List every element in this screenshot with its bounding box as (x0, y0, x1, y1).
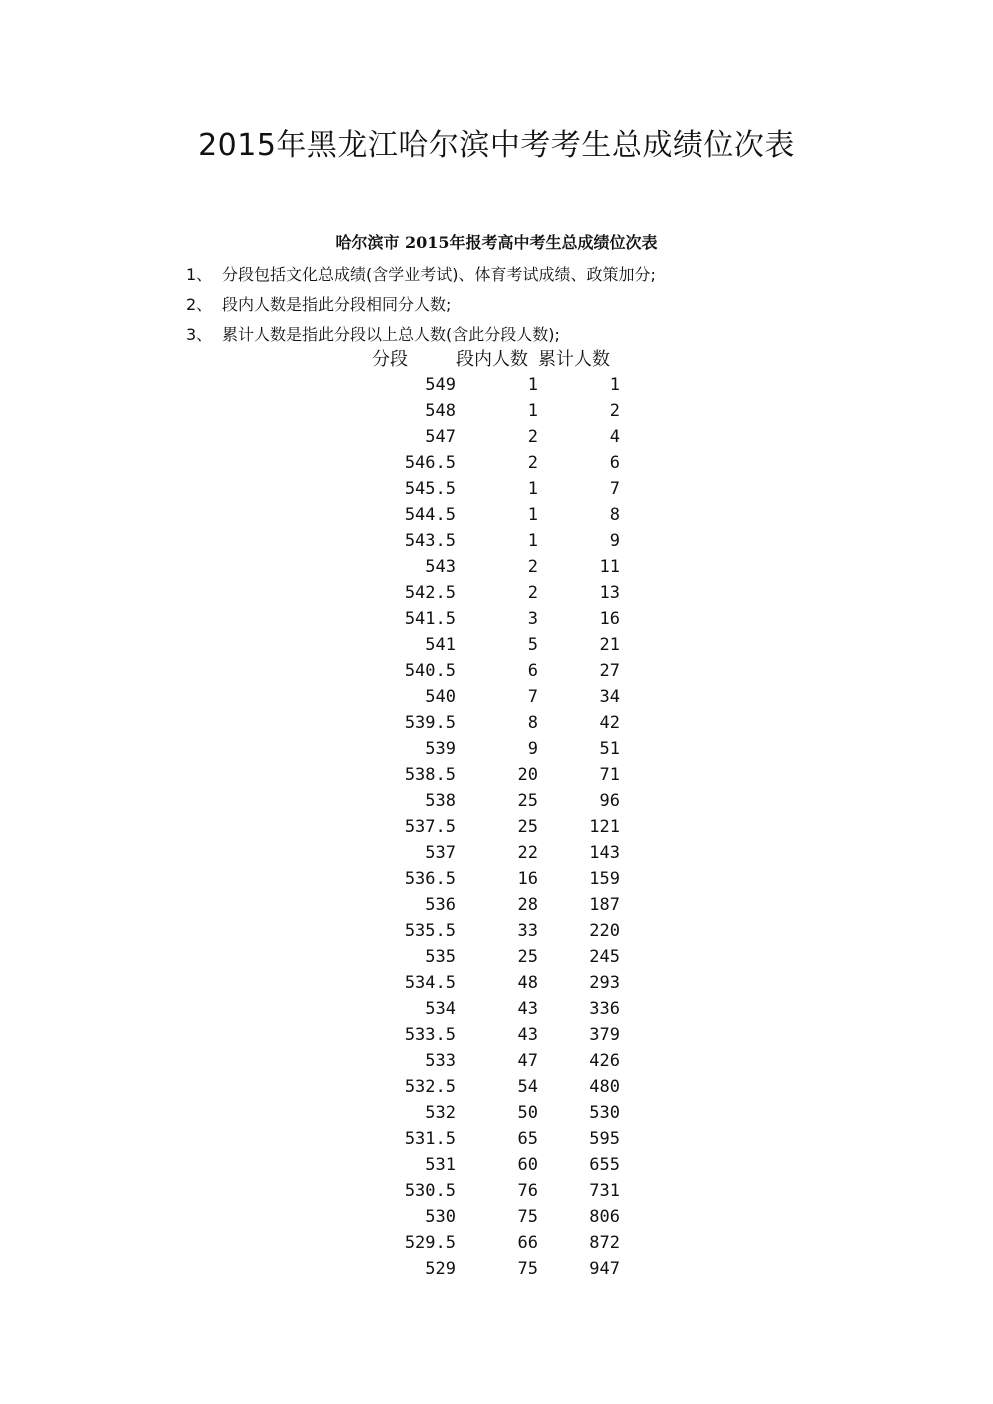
table-row (360, 606, 620, 632)
cell-score-segment: 539.5 (404, 713, 456, 733)
cell-segment-count: 6 (527, 661, 538, 681)
table-row (360, 996, 620, 1022)
cell-segment-count: 1 (527, 531, 538, 551)
cell-segment-count: 2 (527, 583, 538, 603)
cell-score-segment: 535 (425, 947, 456, 967)
header-score-segment: 分段 (372, 349, 408, 370)
cell-score-segment: 547 (425, 427, 456, 447)
cell-segment-count: 43 (517, 999, 538, 1019)
note-text: 段内人数是指此分段相同分人数; (222, 295, 452, 314)
cell-segment-count: 7 (527, 687, 538, 707)
table-row (360, 788, 620, 814)
table-subtitle: 哈尔滨市 2015年报考高中考生总成绩位次表 (335, 233, 658, 252)
table-row (360, 1048, 620, 1074)
cell-score-segment: 540 (425, 687, 456, 707)
table-row (360, 554, 620, 580)
cell-cumulative-count: 336 (589, 999, 620, 1019)
cell-cumulative-count: 143 (589, 843, 620, 863)
cell-cumulative-count: 13 (599, 583, 620, 603)
table-row (360, 1178, 620, 1204)
cell-segment-count: 22 (517, 843, 538, 863)
cell-segment-count: 2 (527, 557, 538, 577)
cell-segment-count: 2 (527, 453, 538, 473)
cell-cumulative-count: 806 (589, 1207, 620, 1227)
table-row (360, 892, 620, 918)
table-row (360, 1152, 620, 1178)
cell-segment-count: 1 (527, 375, 538, 395)
cell-segment-count: 33 (517, 921, 538, 941)
cell-score-segment: 541.5 (404, 609, 456, 629)
table-row (360, 424, 620, 450)
table-row (360, 372, 620, 398)
cell-segment-count: 16 (517, 869, 538, 889)
cell-score-segment: 529.5 (404, 1233, 456, 1253)
cell-score-segment: 532 (425, 1103, 456, 1123)
header-cumulative-count: 累计人数 (538, 349, 610, 370)
cell-segment-count: 48 (517, 973, 538, 993)
cell-segment-count: 1 (527, 401, 538, 421)
cell-cumulative-count: 27 (599, 661, 620, 681)
cell-cumulative-count: 96 (599, 791, 620, 811)
cell-score-segment: 531.5 (404, 1129, 456, 1149)
cell-segment-count: 47 (517, 1051, 538, 1071)
cell-score-segment: 531 (425, 1155, 456, 1175)
cell-cumulative-count: 71 (599, 765, 620, 785)
cell-segment-count: 2 (527, 427, 538, 447)
cell-cumulative-count: 595 (589, 1129, 620, 1149)
table-row (360, 580, 620, 606)
cell-score-segment: 548 (425, 401, 456, 421)
cell-segment-count: 20 (517, 765, 538, 785)
table-row (360, 866, 620, 892)
cell-segment-count: 43 (517, 1025, 538, 1045)
cell-score-segment: 543.5 (404, 531, 456, 551)
cell-cumulative-count: 245 (589, 947, 620, 967)
cell-cumulative-count: 731 (589, 1181, 620, 1201)
cell-score-segment: 533 (425, 1051, 456, 1071)
table-row (360, 736, 620, 762)
cell-segment-count: 75 (517, 1207, 538, 1227)
table-row (360, 450, 620, 476)
table-row (360, 970, 620, 996)
cell-score-segment: 541 (425, 635, 456, 655)
cell-cumulative-count: 34 (599, 687, 620, 707)
cell-cumulative-count: 42 (599, 713, 620, 733)
cell-segment-count: 3 (527, 609, 538, 629)
cell-score-segment: 533.5 (404, 1025, 456, 1045)
cell-segment-count: 5 (527, 635, 538, 655)
table-row (360, 710, 620, 736)
note-number: 2、 (186, 295, 213, 314)
cell-score-segment: 543 (425, 557, 456, 577)
cell-score-segment: 540.5 (404, 661, 456, 681)
table-row (360, 502, 620, 528)
cell-segment-count: 66 (517, 1233, 538, 1253)
cell-segment-count: 76 (517, 1181, 538, 1201)
cell-cumulative-count: 655 (589, 1155, 620, 1175)
cell-segment-count: 75 (517, 1259, 538, 1279)
table-row (360, 1256, 620, 1282)
cell-score-segment: 534 (425, 999, 456, 1019)
cell-cumulative-count: 379 (589, 1025, 620, 1045)
cell-segment-count: 60 (517, 1155, 538, 1175)
header-segment-count: 段内人数 (456, 349, 528, 370)
table-row (360, 684, 620, 710)
note-number: 1、 (186, 265, 213, 284)
cell-cumulative-count: 11 (599, 557, 620, 577)
note-item (186, 291, 656, 321)
cell-cumulative-count: 51 (599, 739, 620, 759)
cell-score-segment: 542.5 (404, 583, 456, 603)
cell-cumulative-count: 8 (609, 505, 620, 525)
score-rank-table (360, 344, 620, 1282)
table-row (360, 840, 620, 866)
note-text: 分段包括文化总成绩(含学业考试)、体育考试成绩、政策加分; (222, 265, 656, 284)
cell-segment-count: 8 (527, 713, 538, 733)
table-row (360, 528, 620, 554)
cell-segment-count: 9 (527, 739, 538, 759)
cell-score-segment: 549 (425, 375, 456, 395)
table-header-row (360, 344, 620, 372)
cell-segment-count: 54 (517, 1077, 538, 1097)
cell-cumulative-count: 121 (589, 817, 620, 837)
cell-cumulative-count: 1 (609, 375, 620, 395)
cell-cumulative-count: 947 (589, 1259, 620, 1279)
notes-list (186, 261, 656, 351)
cell-cumulative-count: 9 (609, 531, 620, 551)
cell-score-segment: 536.5 (404, 869, 456, 889)
table-body (360, 372, 620, 1282)
cell-segment-count: 50 (517, 1103, 538, 1123)
table-row (360, 1022, 620, 1048)
table-row (360, 1100, 620, 1126)
cell-cumulative-count: 4 (609, 427, 620, 447)
cell-cumulative-count: 159 (589, 869, 620, 889)
cell-score-segment: 532.5 (404, 1077, 456, 1097)
table-row (360, 762, 620, 788)
cell-segment-count: 65 (517, 1129, 538, 1149)
cell-score-segment: 538.5 (404, 765, 456, 785)
cell-cumulative-count: 872 (589, 1233, 620, 1253)
cell-cumulative-count: 480 (589, 1077, 620, 1097)
cell-segment-count: 28 (517, 895, 538, 915)
note-text: 累计人数是指此分段以上总人数(含此分段人数); (222, 325, 560, 344)
cell-score-segment: 545.5 (404, 479, 456, 499)
cell-score-segment: 535.5 (404, 921, 456, 941)
cell-score-segment: 537.5 (404, 817, 456, 837)
cell-cumulative-count: 16 (599, 609, 620, 629)
table-row (360, 632, 620, 658)
page-title: 2015年黑龙江哈尔滨中考考生总成绩位次表 (198, 128, 795, 163)
cell-score-segment: 537 (425, 843, 456, 863)
table-row (360, 1230, 620, 1256)
table-row (360, 918, 620, 944)
cell-cumulative-count: 187 (589, 895, 620, 915)
cell-score-segment: 546.5 (404, 453, 456, 473)
cell-score-segment: 530.5 (404, 1181, 456, 1201)
cell-score-segment: 538 (425, 791, 456, 811)
cell-cumulative-count: 2 (609, 401, 620, 421)
cell-cumulative-count: 7 (609, 479, 620, 499)
table-row (360, 944, 620, 970)
table-row (360, 476, 620, 502)
note-item (186, 261, 656, 291)
table-row (360, 398, 620, 424)
cell-segment-count: 25 (517, 817, 538, 837)
cell-cumulative-count: 6 (609, 453, 620, 473)
table-row (360, 814, 620, 840)
table-row (360, 658, 620, 684)
table-row (360, 1074, 620, 1100)
cell-cumulative-count: 530 (589, 1103, 620, 1123)
cell-segment-count: 1 (527, 505, 538, 525)
cell-score-segment: 530 (425, 1207, 456, 1227)
cell-score-segment: 544.5 (404, 505, 456, 525)
cell-score-segment: 536 (425, 895, 456, 915)
cell-cumulative-count: 426 (589, 1051, 620, 1071)
note-number: 3、 (186, 325, 213, 344)
cell-segment-count: 25 (517, 791, 538, 811)
cell-cumulative-count: 293 (589, 973, 620, 993)
table-row (360, 1126, 620, 1152)
cell-score-segment: 529 (425, 1259, 456, 1279)
cell-score-segment: 539 (425, 739, 456, 759)
cell-segment-count: 25 (517, 947, 538, 967)
cell-cumulative-count: 220 (589, 921, 620, 941)
cell-segment-count: 1 (527, 479, 538, 499)
cell-score-segment: 534.5 (404, 973, 456, 993)
cell-cumulative-count: 21 (599, 635, 620, 655)
table-row (360, 1204, 620, 1230)
